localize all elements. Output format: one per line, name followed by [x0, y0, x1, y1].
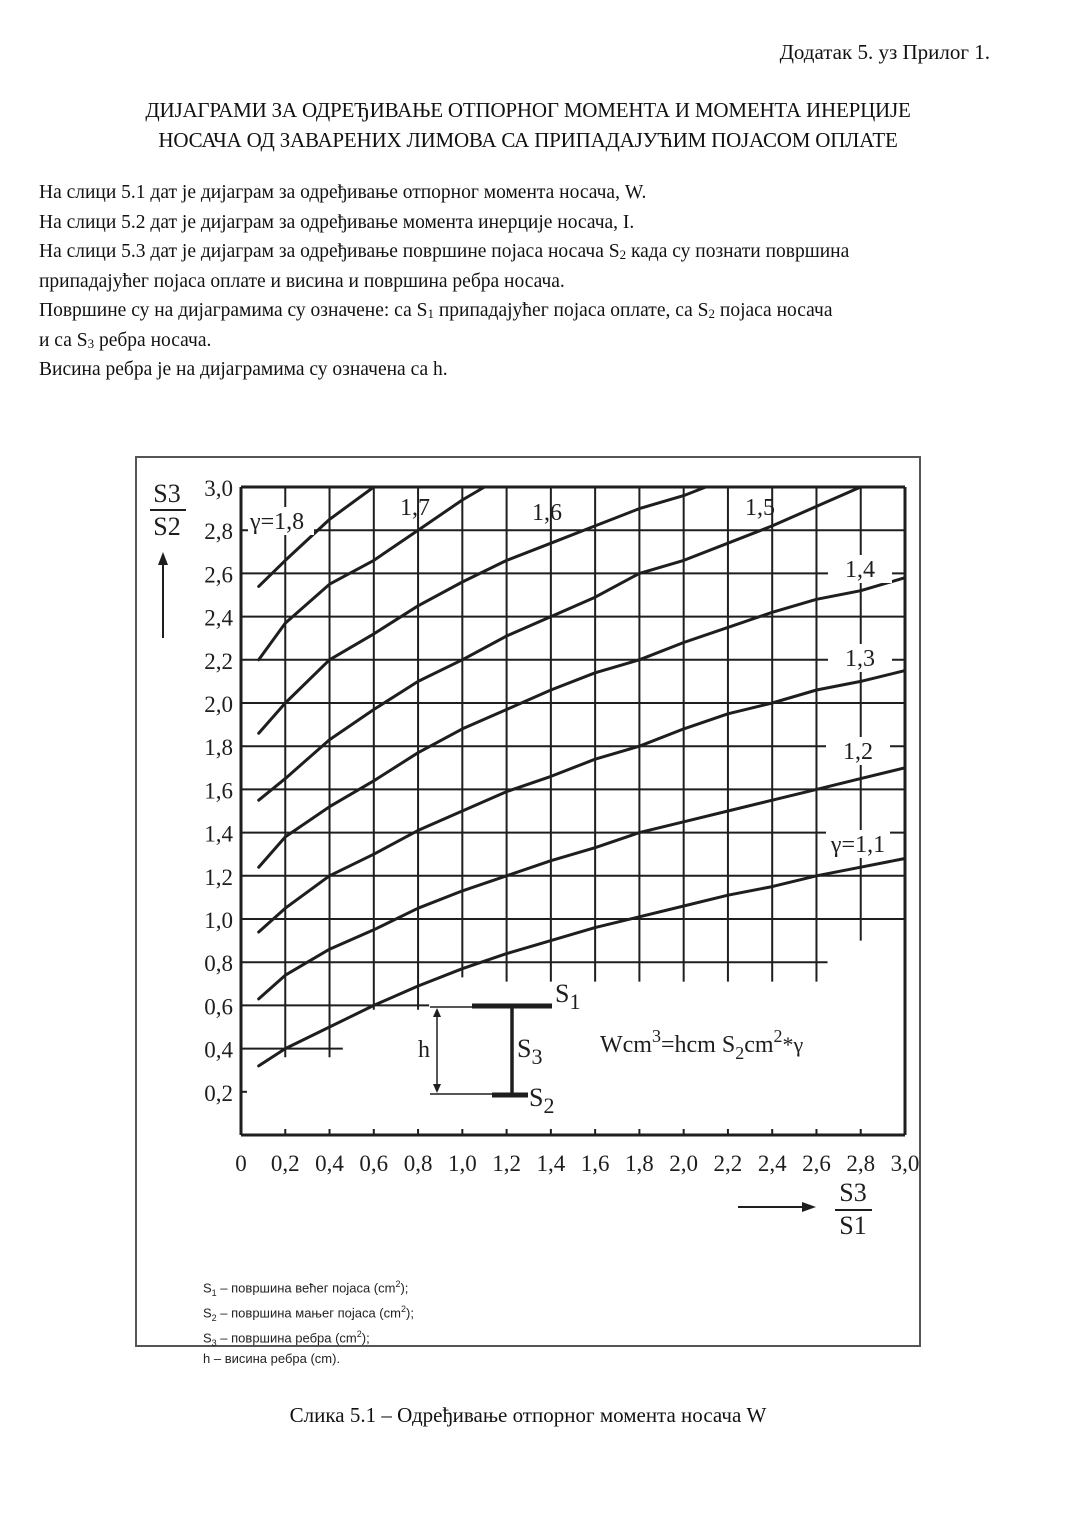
intro-line-3: На слици 5.3 дат је дијаграм за одређивање површине појаса носача $S_2$ када су познати површина — [39, 241, 850, 262]
y-tick-label: 1,0 — [204, 908, 233, 933]
x-tick-label: 1,2 — [492, 1151, 521, 1176]
x-tick-label: 1,6 — [580, 1151, 610, 1176]
gamma-curve — [259, 768, 905, 999]
gamma-curve — [259, 671, 905, 932]
x-tick-label: 2,6 — [802, 1151, 831, 1176]
y-tick-label: 2,0 — [204, 692, 233, 717]
gamma-curve — [259, 487, 374, 586]
y-axis-label-numerator: S3 — [153, 479, 181, 508]
y-tick-label: 2,2 — [204, 648, 233, 674]
y-tick-label: 2,4 — [204, 605, 233, 631]
legend-item: $S_1$ – површина већег појаса $(cm^2)$; — [203, 1279, 409, 1298]
nomogram-chart — [2, 2, 1090, 1532]
s1-label: $S_1$ — [555, 979, 581, 1014]
x-tick-label: 1,4 — [536, 1151, 566, 1176]
y-tick-label: 3,0 — [204, 476, 233, 501]
gamma-curve-label: 1,4 — [845, 557, 875, 583]
gamma-curve-label: γ=1,8 — [250, 509, 305, 535]
y-tick-label: 1,8 — [204, 735, 233, 761]
x-tick-label: 2,2 — [713, 1151, 743, 1176]
y-tick-label: 1,6 — [204, 778, 233, 804]
y-tick-label: 1,2 — [204, 864, 233, 890]
arrow-down-icon — [433, 1084, 441, 1093]
y-tick-label: 0,2 — [204, 1080, 233, 1106]
intro-line-6: и са $S_3$ ребра носача. — [39, 329, 212, 351]
x-tick-label: 2,8 — [846, 1151, 876, 1176]
x-tick-label: 0,6 — [359, 1151, 389, 1176]
s3-label: $S_3$ — [517, 1034, 543, 1069]
intro-line-2: На слици 5.2 дат је дијаграм за одређивање момента инерције носача, I. — [39, 211, 635, 233]
addendum-label: Додатак 5. уз Прилог 1. — [779, 40, 990, 64]
x-tick-label: 3,0 — [890, 1151, 920, 1176]
gamma-curve-label: 1,7 — [400, 495, 430, 521]
x-tick-label: 1,0 — [447, 1151, 477, 1176]
y-tick-label: 1,4 — [204, 821, 233, 847]
y-tick-label: 2,8 — [204, 519, 233, 545]
s2-label: $S_2$ — [529, 1083, 555, 1118]
gamma-curve-label: 1,6 — [532, 500, 562, 526]
x-axis-label-denominator: S1 — [839, 1211, 867, 1240]
y-axis-label-denominator: S2 — [153, 512, 181, 541]
gamma-curve-label: γ=1,1 — [830, 832, 886, 858]
legend-item: h – висина ребра (cm). — [203, 1350, 341, 1366]
gamma-curve — [259, 487, 861, 800]
x-tick-label: 0,8 — [403, 1151, 433, 1176]
nomogram-figure — [135, 456, 921, 1366]
arrow-up-icon — [433, 1008, 441, 1017]
x-axis-label-numerator: S3 — [839, 1178, 867, 1207]
legend-item: $S_3$ – површина ребра $(cm^2)$; — [203, 1328, 370, 1348]
right-arrow-head-icon — [802, 1202, 816, 1212]
y-tick-label: 0,8 — [204, 951, 233, 977]
intro-line-5: Површине су на дијаграмима су означене: са $S_1$ припадајућег појаса оплате, са $S_2$ појаса носача — [39, 300, 833, 321]
up-arrow-head-icon — [158, 552, 168, 565]
gamma-curve-label: 1,3 — [845, 646, 875, 672]
gamma-curve-label: 1,5 — [745, 495, 775, 521]
figure-caption: Слика 5.1 – Одређивање отпорног момента носача W — [289, 1403, 767, 1427]
x-tick-label: 2,0 — [669, 1151, 699, 1176]
formula-text: Wcm$^3$=hcm $S_2cm^2*\gamma$ — [600, 1026, 804, 1063]
legend-item: $S_2$ – површина мањег појаса $(cm^2)$; — [203, 1303, 414, 1323]
x-tick-label: 1,8 — [625, 1151, 654, 1176]
x-tick-label: 2,4 — [757, 1151, 787, 1176]
title-line-2: НОСАЧА ОД ЗАВАРЕНИХ ЛИМОВА СА ПРИПАДАЈУЋИМ ПОЈАСОМ ОПЛАТЕ — [158, 128, 898, 152]
title-line-1: ДИЈАГРАМИ ЗА ОДРЕЂИВАЊЕ ОТПОРНОГ МОМЕНТА И МОМЕНТА ИНЕРЦИЈЕ — [145, 98, 911, 122]
x-tick-label: 0,4 — [315, 1151, 344, 1176]
y-tick-label: 2,6 — [204, 562, 233, 588]
x-tick-label: 0,2 — [270, 1151, 300, 1176]
gamma-curve-label: 1,2 — [843, 739, 873, 765]
intro-line-7: Висина ребра је на дијаграмима су означена са h. — [39, 359, 448, 380]
x-tick-label: 0 — [235, 1151, 247, 1176]
y-tick-label: 0,4 — [204, 1037, 233, 1063]
intro-line-4: припадајућег појаса оплате и висина и површина ребра носача. — [39, 270, 565, 292]
y-tick-label: 0,6 — [204, 994, 233, 1020]
h-label: h — [418, 1037, 430, 1063]
figure-legend — [203, 1276, 414, 1367]
intro-line-1: На слици 5.1 дат је дијаграм за одређивање отпорног момента носача, W. — [39, 182, 647, 203]
